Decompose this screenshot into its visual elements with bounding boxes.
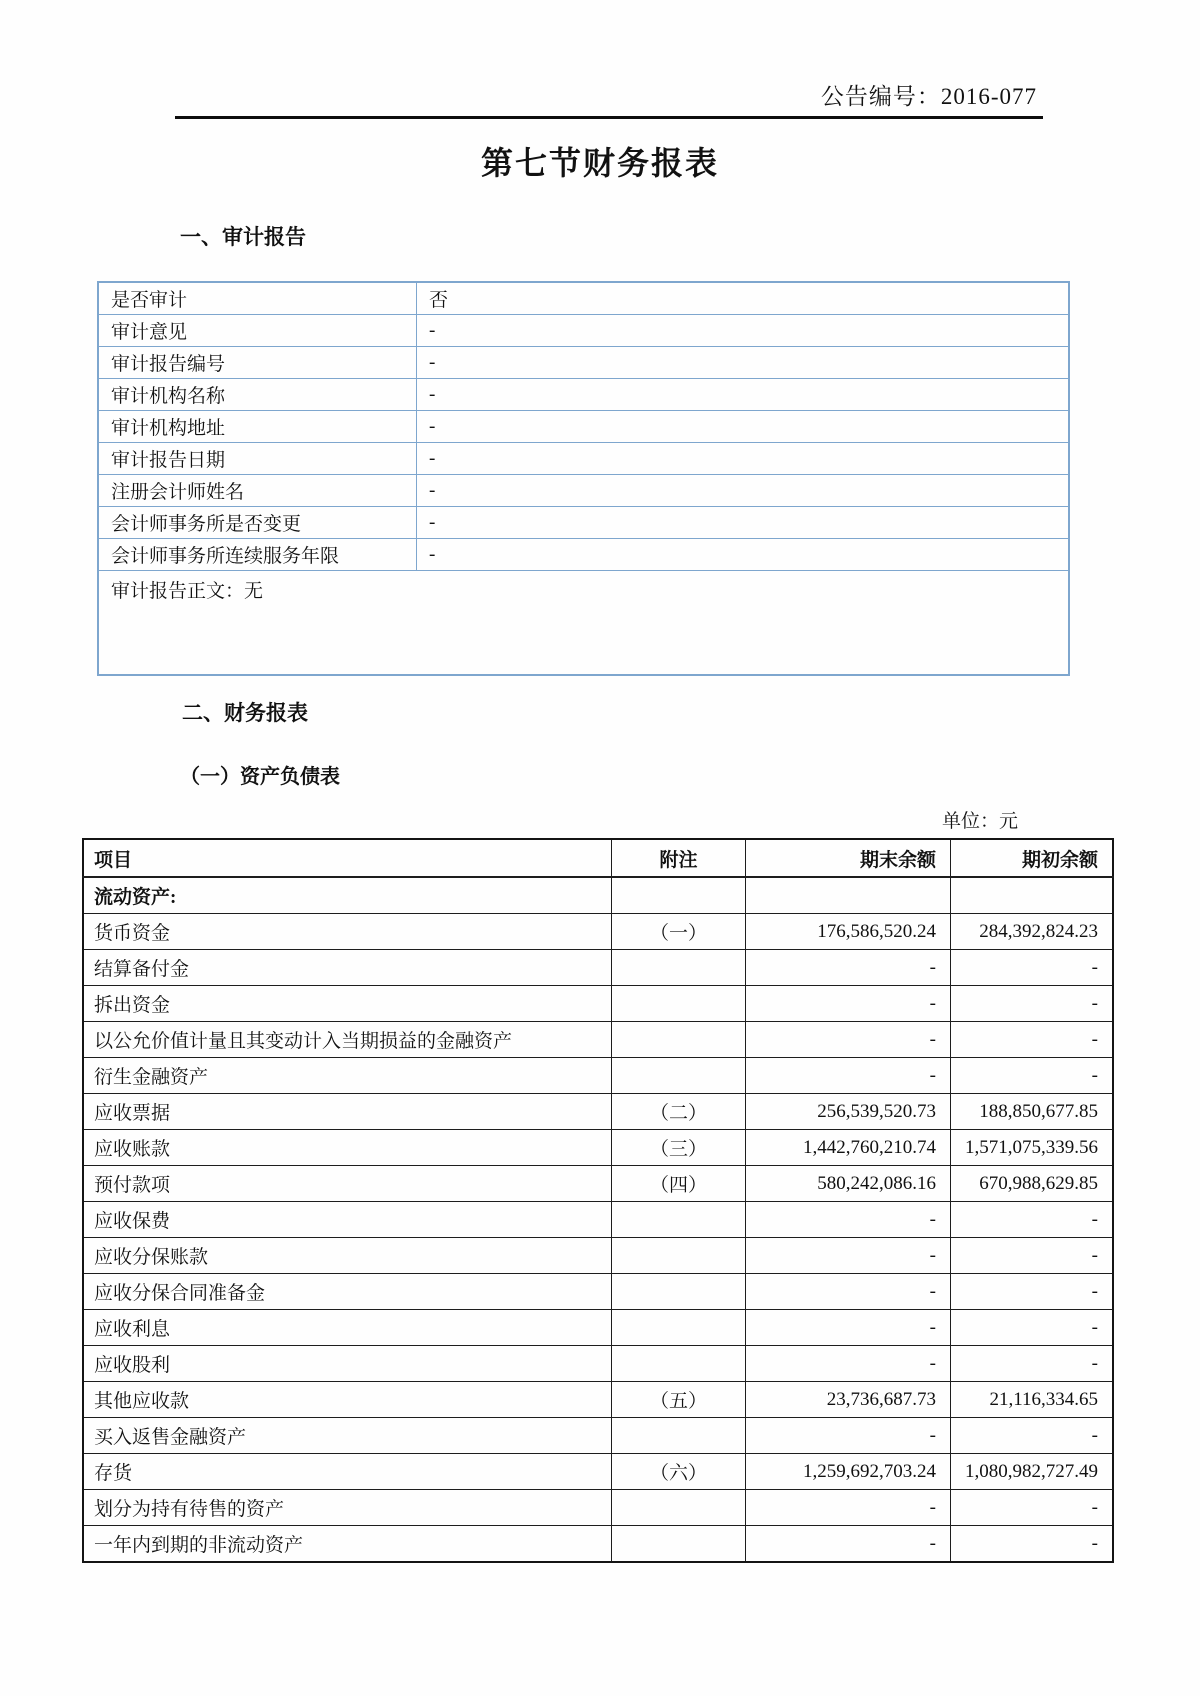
balance-sheet-header (83, 839, 1113, 877)
item-cell: 买入返售金融资产 (83, 1418, 612, 1454)
ending-balance-cell: - (746, 1490, 951, 1526)
note-cell (612, 1310, 746, 1346)
beginning-balance-cell: - (951, 1526, 1114, 1563)
balance-sheet-heading: （一）资产负债表 (180, 766, 340, 788)
table-row (83, 1022, 1113, 1058)
item-cell: 应收账款 (83, 1130, 612, 1166)
audit-field-value: - (417, 539, 1070, 571)
item-cell: 存货 (83, 1454, 612, 1490)
ending-balance-cell: - (746, 1346, 951, 1382)
note-cell (612, 877, 746, 914)
beginning-balance-cell: - (951, 1022, 1114, 1058)
table-row (98, 539, 1069, 571)
beginning-balance-cell: 1,571,075,339.56 (951, 1130, 1114, 1166)
beginning-balance-cell: - (951, 1274, 1114, 1310)
table-row (83, 1274, 1113, 1310)
item-cell: 应收分保账款 (83, 1238, 612, 1274)
balance-sheet-body (83, 877, 1113, 1562)
note-cell: （五） (612, 1382, 746, 1418)
note-cell (612, 1274, 746, 1310)
note-cell (612, 1022, 746, 1058)
table-row (98, 475, 1069, 507)
beginning-balance-cell: 284,392,824.23 (951, 914, 1114, 950)
item-cell: 应收股利 (83, 1346, 612, 1382)
ending-balance-cell: - (746, 1058, 951, 1094)
table-row (83, 1346, 1113, 1382)
table-row (98, 347, 1069, 379)
ending-balance-cell: 256,539,520.73 (746, 1094, 951, 1130)
page-title: 第七节财务报表 (480, 145, 719, 181)
beginning-balance-cell: 21,116,334.65 (951, 1382, 1114, 1418)
ending-balance-cell: 1,442,760,210.74 (746, 1130, 951, 1166)
note-cell: （一） (612, 914, 746, 950)
beginning-balance-cell: - (951, 1238, 1114, 1274)
table-row (83, 877, 1113, 914)
audit-report-heading: 一、审计报告 (180, 225, 306, 249)
item-cell: 应收利息 (83, 1310, 612, 1346)
table-row (83, 1418, 1113, 1454)
note-cell: （四） (612, 1166, 746, 1202)
table-row (83, 1490, 1113, 1526)
item-cell: 应收分保合同准备金 (83, 1274, 612, 1310)
table-row (83, 1238, 1113, 1274)
item-cell: 其他应收款 (83, 1382, 612, 1418)
audit-field-value: - (417, 443, 1070, 475)
table-row (83, 986, 1113, 1022)
table-row (83, 1454, 1113, 1490)
note-cell (612, 1238, 746, 1274)
table-row (98, 411, 1069, 443)
beginning-balance-cell: 670,988,629.85 (951, 1166, 1114, 1202)
item-cell: 应收保费 (83, 1202, 612, 1238)
audit-table (97, 281, 1070, 676)
note-cell (612, 1490, 746, 1526)
column-header-ending-balance: 期末余额 (746, 839, 951, 877)
ending-balance-cell: - (746, 1022, 951, 1058)
ending-balance-cell (746, 877, 951, 914)
ending-balance-cell: 1,259,692,703.24 (746, 1454, 951, 1490)
audit-field-label: 审计报告编号 (98, 347, 417, 379)
table-row (83, 1382, 1113, 1418)
table-row (83, 950, 1113, 986)
header-row (83, 839, 1113, 877)
table-row (83, 1310, 1113, 1346)
ending-balance-cell: 23,736,687.73 (746, 1382, 951, 1418)
table-row (98, 315, 1069, 347)
note-cell (612, 1202, 746, 1238)
item-cell: 货币资金 (83, 914, 612, 950)
ending-balance-cell: - (746, 950, 951, 986)
ending-balance-cell: - (746, 1274, 951, 1310)
item-cell: 衍生金融资产 (83, 1058, 612, 1094)
item-cell: 预付款项 (83, 1166, 612, 1202)
beginning-balance-cell: - (951, 950, 1114, 986)
table-row (83, 914, 1113, 950)
ending-balance-cell: - (746, 1202, 951, 1238)
ending-balance-cell: - (746, 986, 951, 1022)
audit-field-value: 否 (417, 282, 1070, 315)
table-row (83, 1094, 1113, 1130)
note-cell: （二） (612, 1094, 746, 1130)
audit-table-body (98, 282, 1069, 675)
audit-field-value: - (417, 347, 1070, 379)
audit-field-label: 会计师事务所连续服务年限 (98, 539, 417, 571)
item-cell: 拆出资金 (83, 986, 612, 1022)
beginning-balance-cell: - (951, 1310, 1114, 1346)
ending-balance-cell: 580,242,086.16 (746, 1166, 951, 1202)
ending-balance-cell: - (746, 1238, 951, 1274)
ending-balance-cell: - (746, 1310, 951, 1346)
table-row (98, 443, 1069, 475)
item-cell: 划分为持有待售的资产 (83, 1490, 612, 1526)
audit-field-label: 审计机构地址 (98, 411, 417, 443)
table-row (83, 1526, 1113, 1563)
note-cell: （三） (612, 1130, 746, 1166)
audit-field-value: - (417, 315, 1070, 347)
table-row (83, 1166, 1113, 1202)
note-cell: （六） (612, 1454, 746, 1490)
item-cell: 以公允价值计量且其变动计入当期损益的金融资产 (83, 1022, 612, 1058)
audit-field-label: 是否审计 (98, 282, 417, 315)
beginning-balance-cell: - (951, 1346, 1114, 1382)
audit-field-label: 注册会计师姓名 (98, 475, 417, 507)
table-row (98, 282, 1069, 315)
item-cell: 结算备付金 (83, 950, 612, 986)
beginning-balance-cell (951, 877, 1114, 914)
note-cell (612, 986, 746, 1022)
column-header-item: 项目 (83, 839, 612, 877)
note-cell (612, 950, 746, 986)
item-cell: 一年内到期的非流动资产 (83, 1526, 612, 1563)
audit-field-value: - (417, 507, 1070, 539)
audit-field-value: - (417, 475, 1070, 507)
audit-field-label: 审计报告日期 (98, 443, 417, 475)
note-cell (612, 1526, 746, 1563)
audit-field-value: - (417, 411, 1070, 443)
note-cell (612, 1346, 746, 1382)
header-divider (175, 116, 1043, 119)
beginning-balance-cell: 1,080,982,727.49 (951, 1454, 1114, 1490)
beginning-balance-cell: - (951, 986, 1114, 1022)
audit-field-value: - (417, 379, 1070, 411)
ending-balance-cell: - (746, 1418, 951, 1454)
audit-report-body-note: 审计报告正文：无 (98, 571, 1069, 676)
table-row (98, 507, 1069, 539)
audit-field-label: 会计师事务所是否变更 (98, 507, 417, 539)
column-header-note: 附注 (612, 839, 746, 877)
column-header-beginning-balance: 期初余额 (951, 839, 1114, 877)
item-cell: 应收票据 (83, 1094, 612, 1130)
ending-balance-cell: 176,586,520.24 (746, 914, 951, 950)
beginning-balance-cell: 188,850,677.85 (951, 1094, 1114, 1130)
audit-field-label: 审计机构名称 (98, 379, 417, 411)
ending-balance-cell: - (746, 1526, 951, 1563)
note-cell (612, 1058, 746, 1094)
beginning-balance-cell: - (951, 1418, 1114, 1454)
note-cell (612, 1418, 746, 1454)
table-row (83, 1202, 1113, 1238)
financial-statements-heading: 二、财务报表 (182, 701, 308, 725)
announcement-number: 公告编号：2016-077 (820, 84, 1037, 109)
beginning-balance-cell: - (951, 1202, 1114, 1238)
audit-field-label: 审计意见 (98, 315, 417, 347)
table-row (98, 379, 1069, 411)
audit-note-row (98, 571, 1069, 676)
table-row (83, 1058, 1113, 1094)
beginning-balance-cell: - (951, 1490, 1114, 1526)
table-row (83, 1130, 1113, 1166)
balance-sheet-table (82, 838, 1114, 1563)
beginning-balance-cell: - (951, 1058, 1114, 1094)
item-cell: 流动资产: (83, 877, 612, 914)
unit-label: 单位：元 (941, 811, 1018, 832)
